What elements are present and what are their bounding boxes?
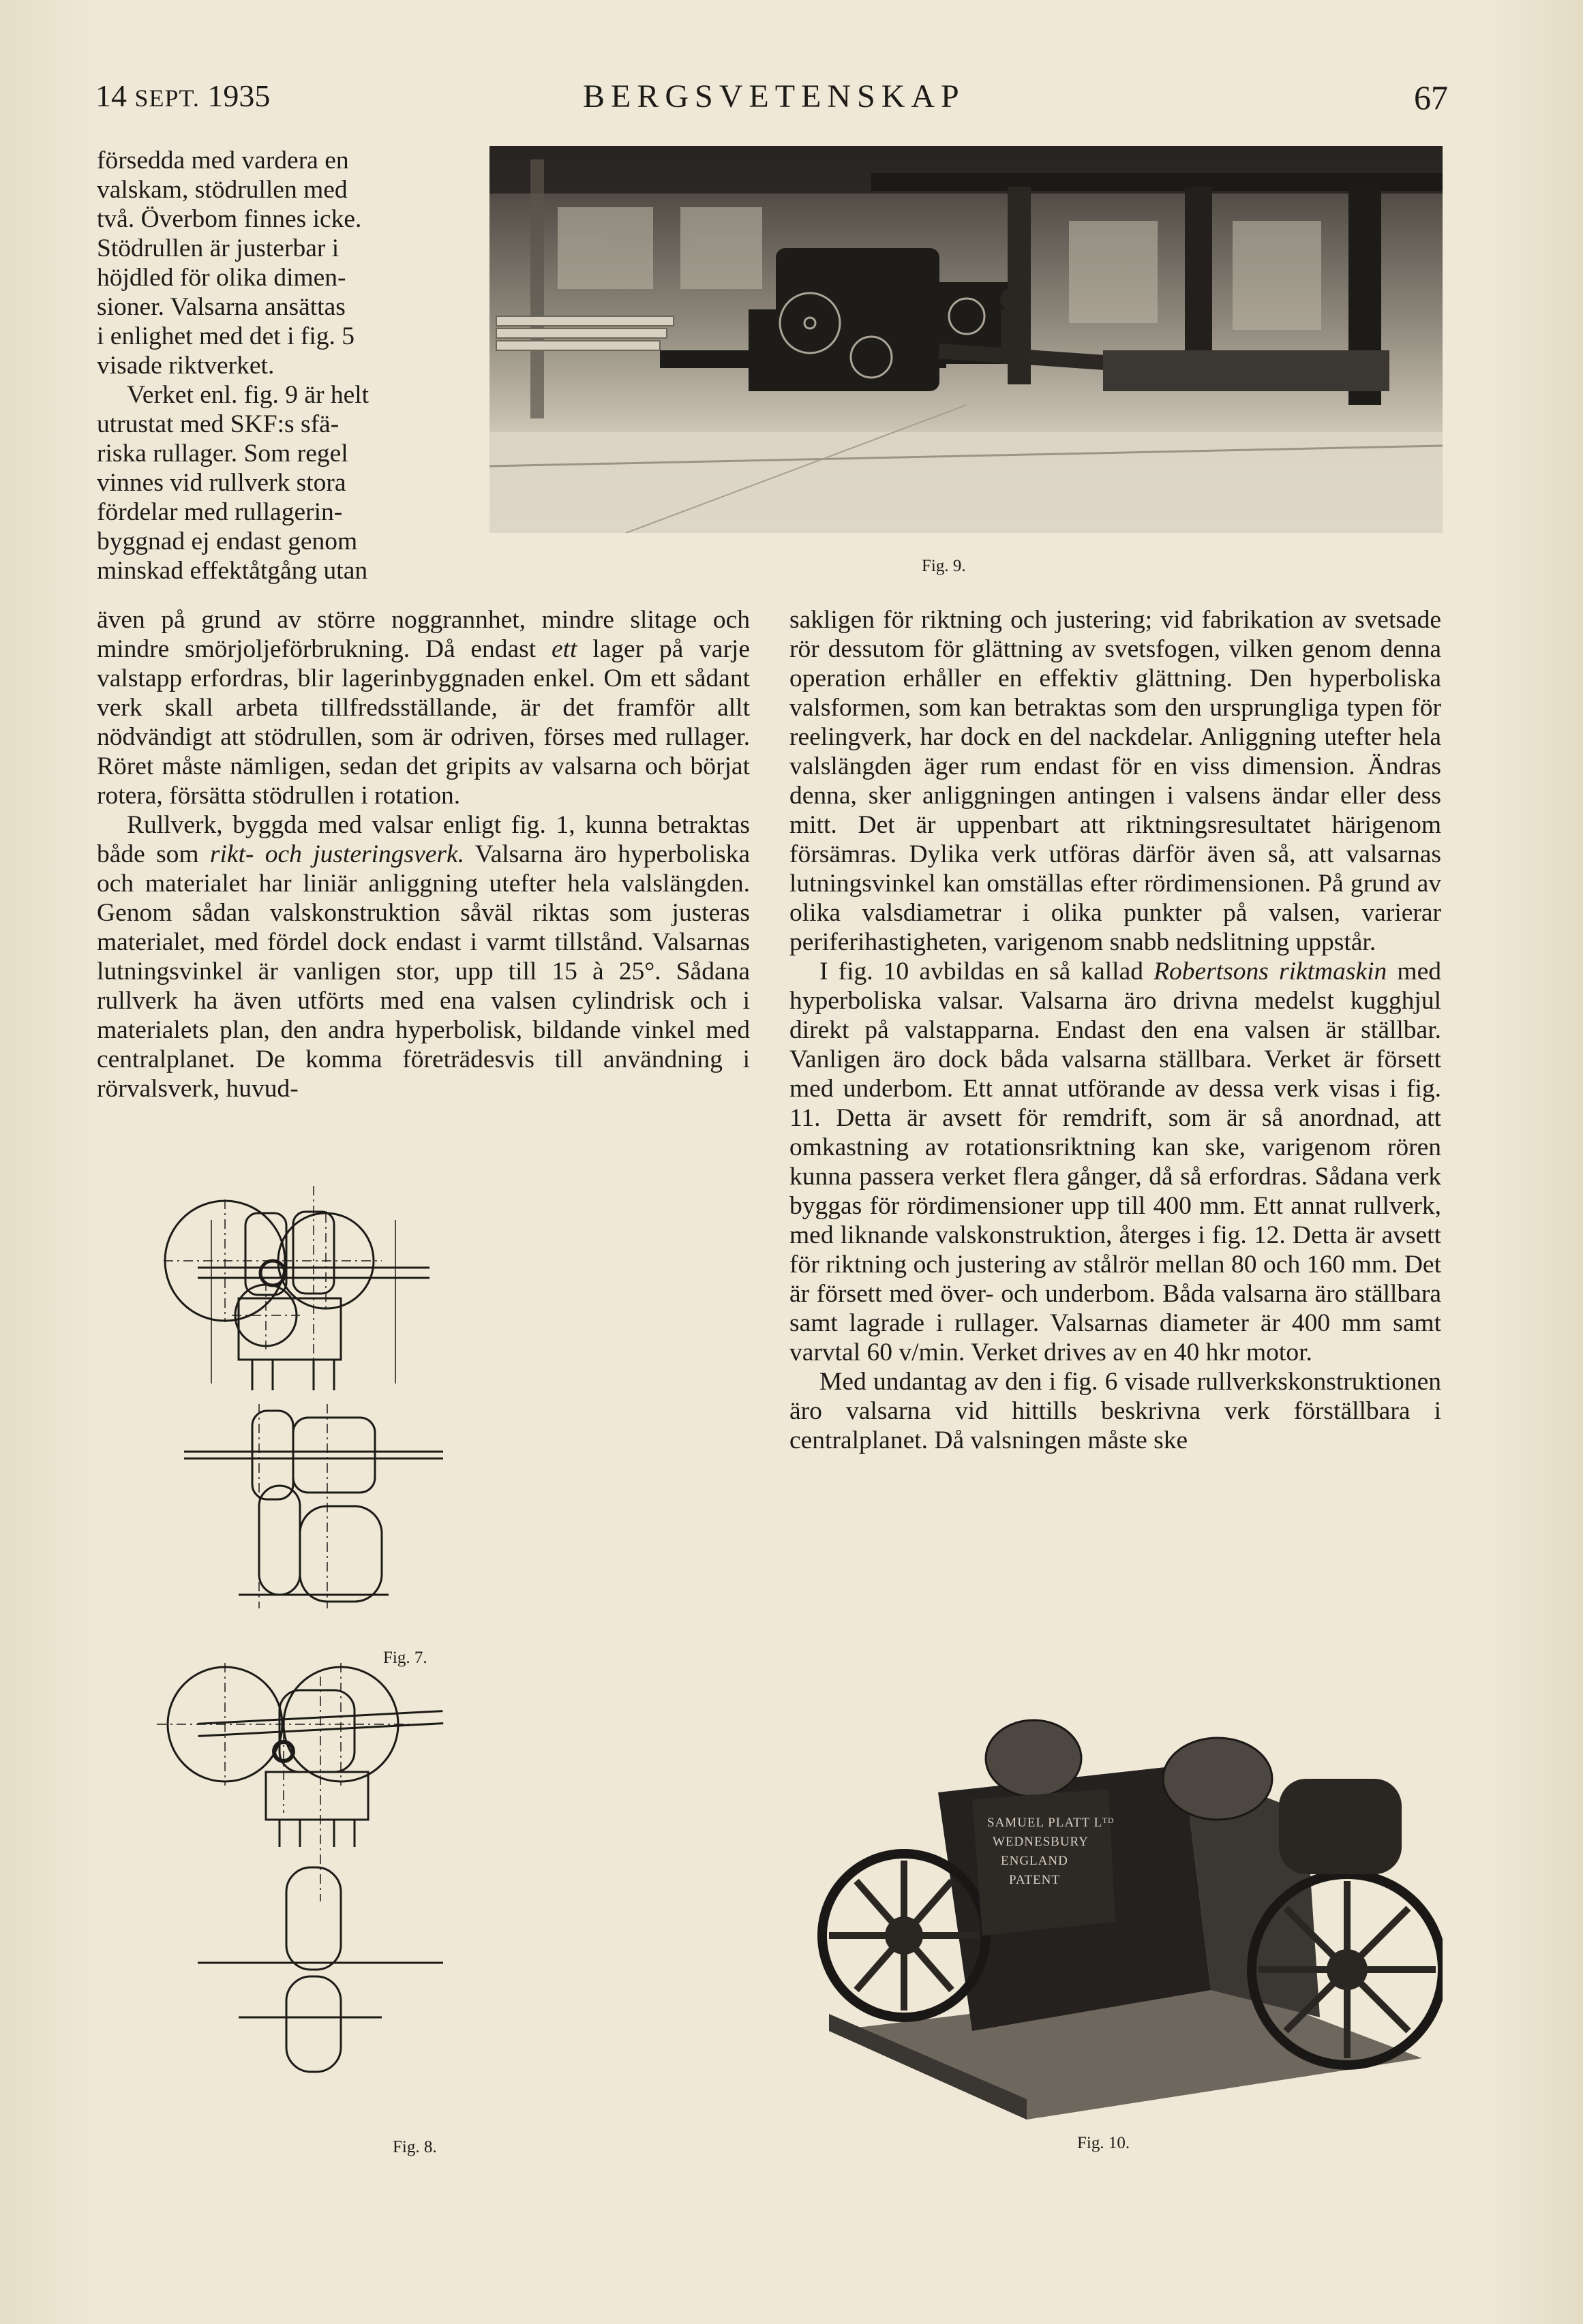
fig9-caption: Fig. 9. (922, 557, 966, 575)
header-date: 14 SEPT. 1935 (95, 78, 271, 113)
paragraph: även på grund av större noggrannhet, mindre slitage och mindre smörjoljeförbrukning. Då endast ett lager på varje valstapp erfordras, blir lagerinbyggnaden enkel. Om ett sådant verk skall arbeta tillfredsställande, är det framför allt nödvändigt att stödrullen, som är odriven, förses med rullager. Röret måste nämligen, sedan det gripits av valsarna och börjat rotera, försätta stödrullen i rotation. (97, 606, 750, 810)
fig7-caption: Fig. 7. (383, 1649, 427, 1667)
fig10-caption: Fig. 10. (1077, 2134, 1130, 2152)
robertson-straightening-machine-image (802, 1677, 1443, 2120)
right-column-text (789, 605, 1441, 1455)
roll-diagram-drawing (157, 1186, 716, 2106)
plate-line-3: ENGLAND (1001, 1854, 1068, 1868)
fig9-photograph (489, 146, 1443, 533)
fig10-photograph (802, 1677, 1443, 2120)
plate-line-1: SAMUEL PLATT Lᵀᴰ (987, 1816, 1115, 1830)
paragraph: sakligen för riktning och justering; vid fabrikation av svetsade rör dessutom för glättning av svetsfogen, vilken genom denna operation erhåller en effektiv glättning. Den hyperboliska valsformen, som kan betraktas som den ursprungliga typen för reelingverk, har dock en del nackdelar. Anliggning utefter hela valslängden äger rum endast för en viss dimension. Ändras denna, sker anliggningen antingen i valsens ändar eller dess mitt. Det är uppenbart att riktningsresultatet härigenom försämras. Dylika verk utföras därför även så, att valsarnas lutningsvinkel kan omställas efter rördimensionen. På grund av olika valsdiametrar i olika punkter på valsen, varierar periferihastigheten, varigenom snabb nedslitning uppstår. (789, 606, 1441, 956)
left-column-wrap: försedda med vardera en valskam, stödrullen med två. Överbom finnes icke. Stödrullen är justerbar i höjdled för olika dimen- sioner. Valsarna ansättas i enlighet med det i fig. 5 visade riktverket. Verket enl. fig. 9 är helt utrustat med SKF:s sfä- riska rullager. Som regel vinnes vid rullverk stora fördelar med rullagerin- byggnad ej endast genom minskad effektåtgång utan (97, 147, 370, 585)
journal-title: BERGSVETENSKAP (583, 78, 965, 114)
paragraph: Med undantag av den i fig. 6 visade rullverkskonstruktionen äro valsarna vid hittills beskrivna verk förställbara i centralplanet. Då valsningen måste ske (789, 1368, 1441, 1454)
paragraph: Rullverk, byggda med valsar enligt fig. 1, kunna betraktas både som rikt- och justeringsverk. Valsarna äro hyperboliska och materialet har liniär anliggning utefter hela valslängden. Genom sådan valskonstruktion såväl riktas som justeras materialet, med fördel dock endast i varmt tillstånd. Valsarnas lutningsvinkel är vanligen stor, upp till 15 à 25°. Sådana rullverk ha även utförts med ena valsen cylindrisk och i materialets plan, den andra hyperbolisk, bildande vinkel med centralplanet. De komma företrädesvis till användning i rörvalsverk, huvud- (97, 811, 750, 1103)
page-number: 67 (1414, 78, 1448, 117)
fig7-lower-views (184, 1404, 443, 1608)
fig8-side-view (198, 1677, 443, 2072)
plate-line-4: PATENT (1009, 1873, 1060, 1887)
paragraph: I fig. 10 avbildas en så kallad Robertsons riktmaskin med hyperboliska valsar. Valsarna äro drivna medelst kugghjul direkt på valstapparna. Endast den ena valsen är ställbar. Vanligen äro dock båda valsarna ställbara. Verket är försett med underbom. Ett annat utförande av dessa verk visas i fig. 11. Detta är avsett för remdrift, som är så anordnad, att omkastning av rotationsriktning kan ske, varigenom rören kunna passera verket flera gånger, då så erfordras. Sådana verk byggas för rördimensioner upp till 400 mm. Ett annat rullverk, med liknande valskonstruktion, återges i fig. 12. Detta är avsett för riktning och justering av stålrör mellan 80 och 160 mm. Det är försett med över- och underbom. Båda valsarna äro ställbara samt lagrade i rullager. Valsarnas diameter är 400 mm samt varvtal 60 v/min. Verket drives av en 40 hkr motor. (789, 958, 1441, 1366)
fig7-fig8-drawings (157, 1186, 716, 2106)
fig7-side-view (198, 1186, 429, 1390)
fig7-end-view (164, 1199, 382, 1349)
factory-rolling-mill-image (489, 146, 1443, 533)
fig8-end-view (157, 1663, 409, 1813)
left-column-text (97, 605, 750, 1103)
fig8-caption: Fig. 8. (393, 2138, 437, 2156)
plate-line-2: WEDNESBURY (993, 1835, 1089, 1849)
